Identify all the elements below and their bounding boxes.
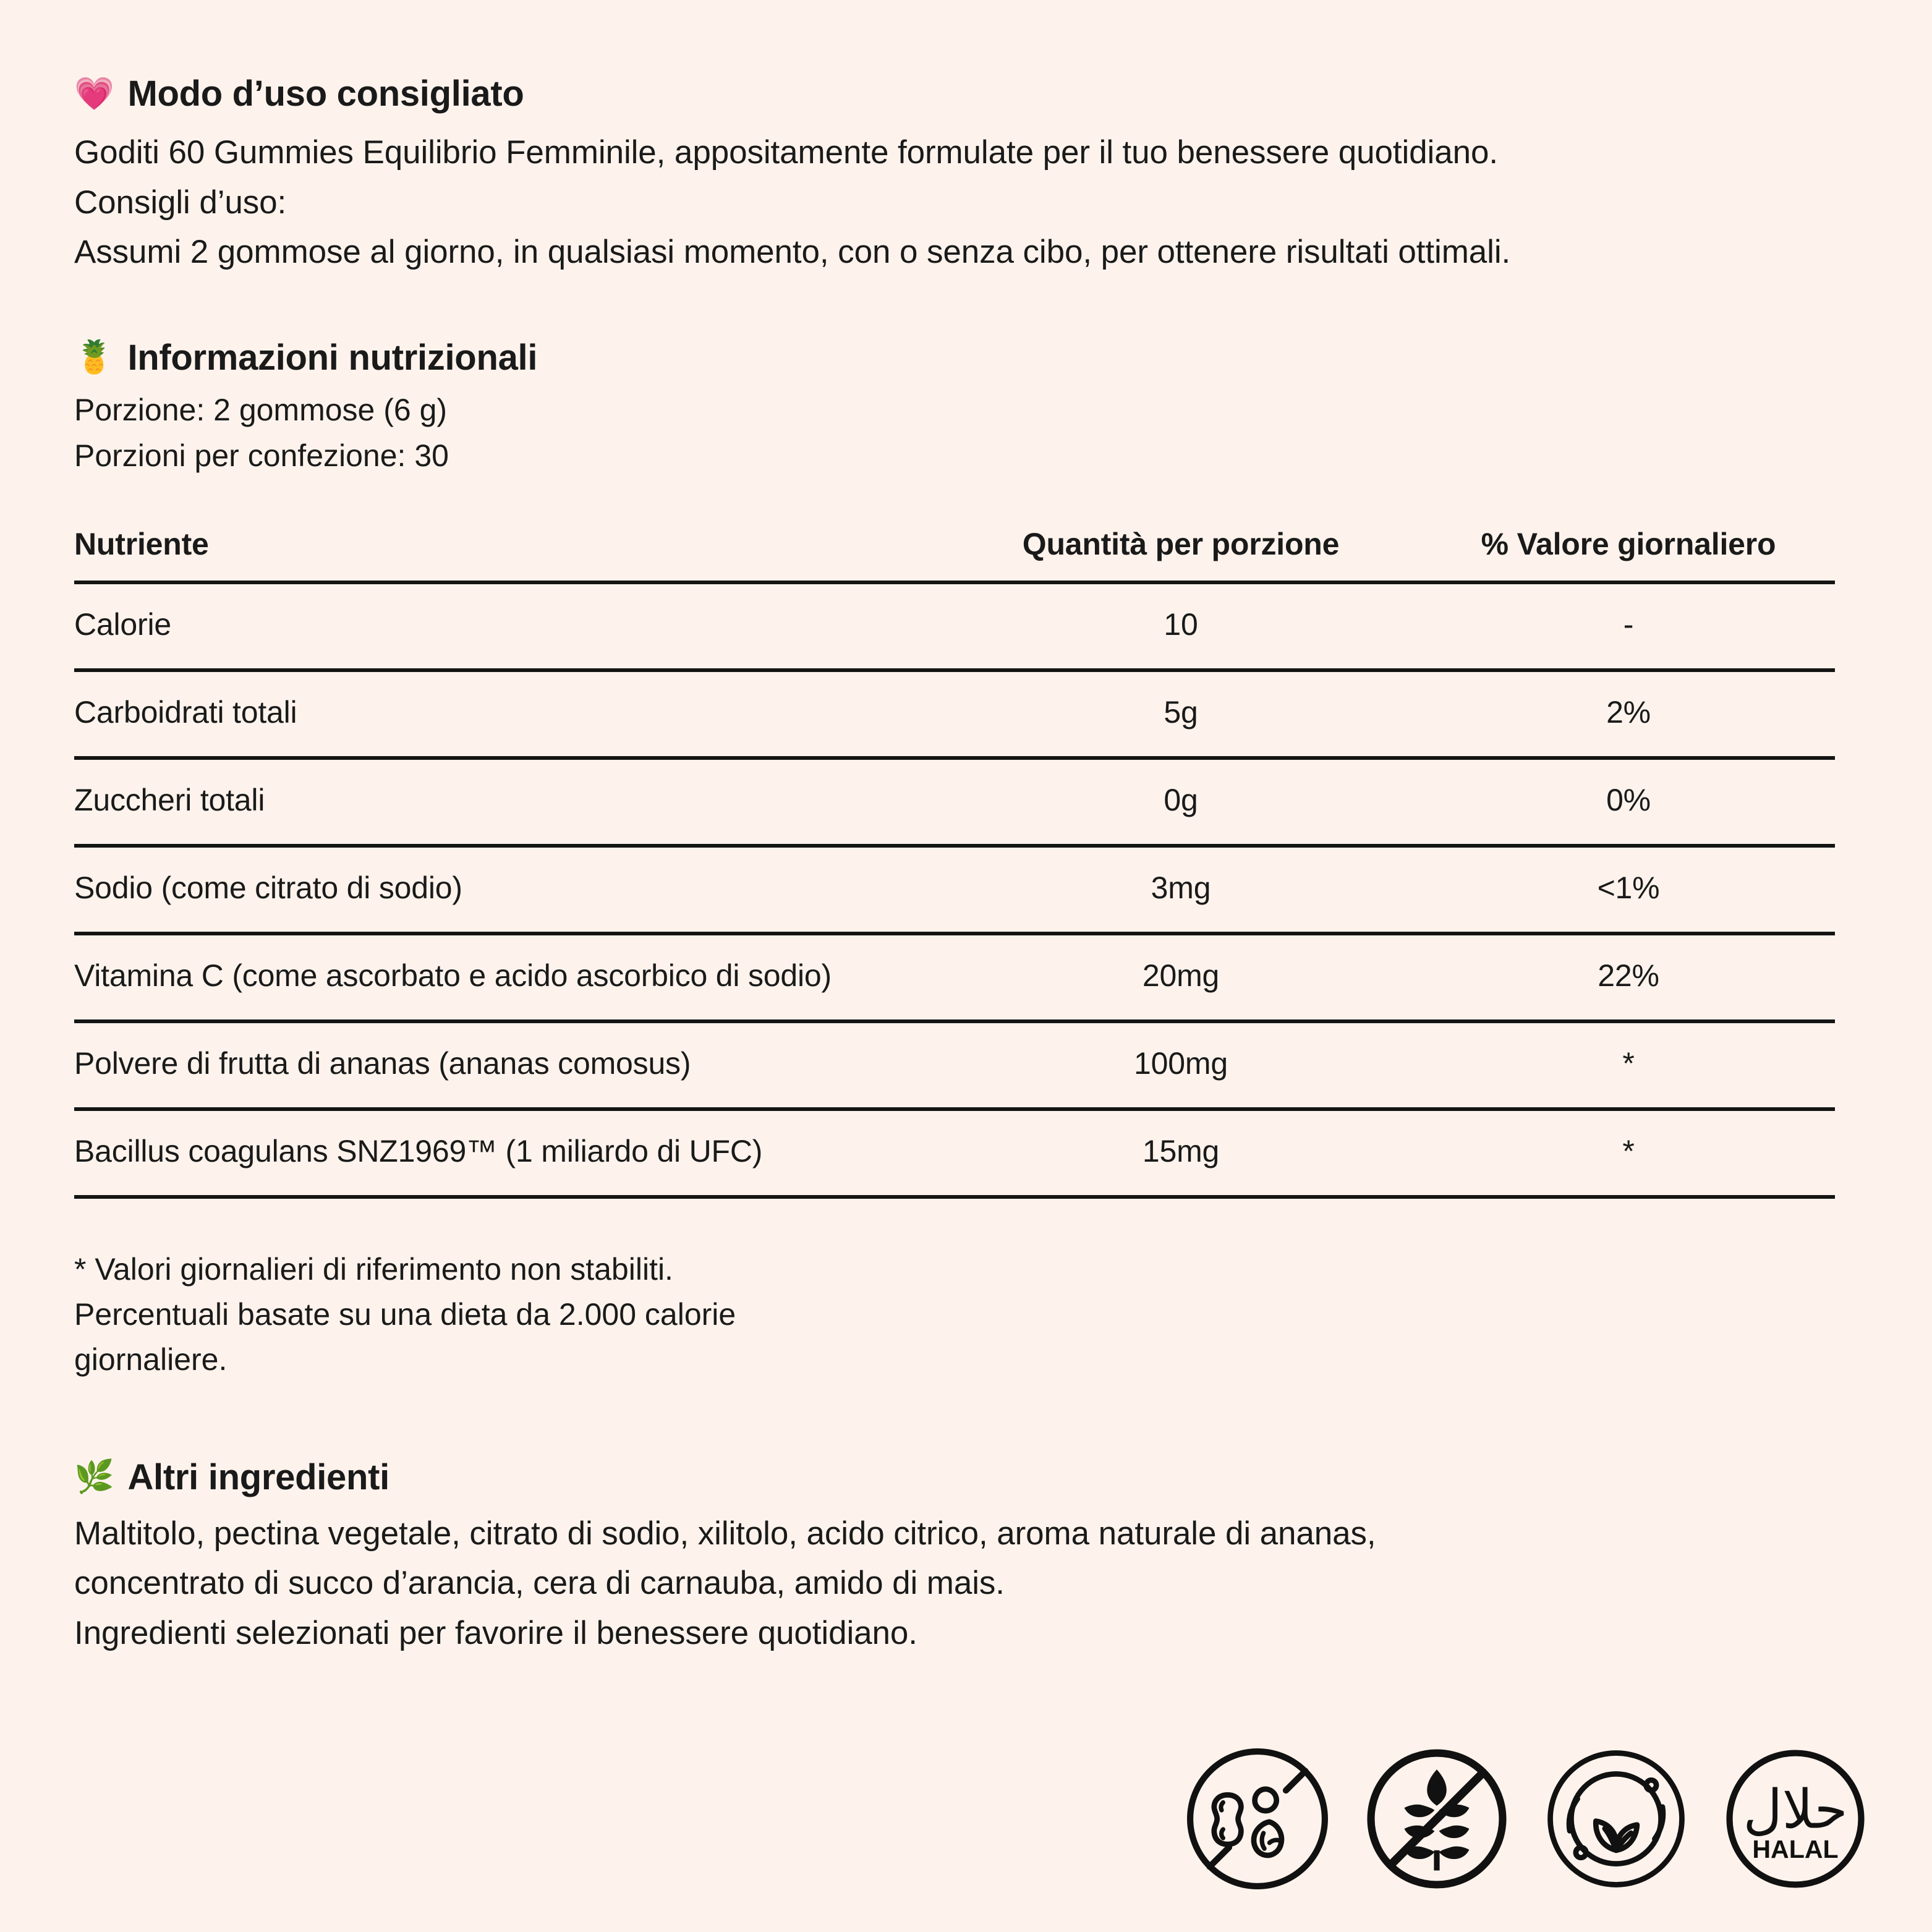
- herb-icon: 🌿: [74, 1459, 114, 1496]
- usage-section: [74, 0, 1858, 278]
- nutrient-name: Polvere di frutta di ananas (ananas comosus): [74, 1021, 940, 1109]
- pineapple-icon: 🍍: [74, 339, 114, 376]
- other-ingredients-line-1: Maltitolo, pectina vegetale, citrato di sodio, xilitolo, acido citrico, aroma naturale di ananas,: [74, 1515, 1376, 1552]
- growing-heart-icon: 💗: [74, 75, 114, 112]
- usage-line-1: Goditi 60 Gummies Equilibrio Femminile, appositamente formulate per il tuo benessere quotidiano.: [74, 134, 1498, 171]
- nutrition-table: [74, 526, 1835, 1199]
- nutrient-amount: 100mg: [940, 1021, 1422, 1109]
- nutrient-dv: -: [1422, 582, 1835, 670]
- plant-based-icon: [1541, 1744, 1691, 1894]
- column-header-nutrient: Nutriente: [74, 526, 209, 561]
- table-row: [74, 670, 1835, 758]
- other-ingredients-section: [74, 1382, 1858, 1659]
- table-row: [74, 1021, 1835, 1109]
- halal-label-text: HALAL: [1752, 1834, 1839, 1863]
- usage-line-3: Assumi 2 gommose al giorno, in qualsiasi momento, con o senza cibo, per ottenere risultati ottimali.: [74, 234, 1511, 271]
- nutrient-amount: 20mg: [940, 934, 1422, 1021]
- gluten-free-icon: [1362, 1744, 1512, 1894]
- table-row: [74, 582, 1835, 670]
- nutrient-dv: <1%: [1422, 846, 1835, 934]
- footnote-line-2: Percentuali basate su una dieta da 2.000 calorie: [74, 1296, 736, 1332]
- nutrition-heading: [74, 337, 1858, 378]
- nutrient-name: Zuccheri totali: [74, 758, 940, 846]
- footnote-line-3: giornaliere.: [74, 1342, 228, 1377]
- nutrition-table-header: [74, 526, 1835, 582]
- nutrient-amount: 5g: [940, 670, 1422, 758]
- other-ingredients-line-3: Ingredienti selezionati per favorire il benessere quotidiano.: [74, 1614, 917, 1651]
- halal-arabic-text: حلال: [1743, 1777, 1848, 1841]
- nutrient-name: Bacillus coagulans SNZ1969™ (1 miliardo di UFC): [74, 1109, 940, 1197]
- certification-badges: [1183, 1744, 1870, 1894]
- nutrient-dv: *: [1422, 1021, 1835, 1109]
- nut-free-icon: [1183, 1744, 1332, 1894]
- other-ingredients-line-2: concentrato di succo d’arancia, cera di carnauba, amido di mais.: [74, 1565, 1005, 1602]
- table-row: [74, 846, 1835, 934]
- nutrient-amount: 3mg: [940, 846, 1422, 934]
- nutrient-name: Carboidrati totali: [74, 670, 940, 758]
- nutrient-amount: 0g: [940, 758, 1422, 846]
- nutrient-amount: 15mg: [940, 1109, 1422, 1197]
- table-row: [74, 1109, 1835, 1197]
- column-header-dv: % Valore giornaliero: [1481, 526, 1776, 561]
- nutrient-dv: 2%: [1422, 670, 1835, 758]
- usage-heading: [74, 73, 1858, 114]
- table-row: [74, 934, 1835, 1021]
- usage-heading-text: Modo d’uso consigliato: [127, 74, 524, 114]
- halal-icon: [1721, 1744, 1870, 1894]
- table-header-row: [74, 526, 1835, 582]
- footnote-line-1: * Valori giornalieri di riferimento non stabiliti.: [74, 1251, 673, 1287]
- nutrient-name: Vitamina C (come ascorbato e acido ascorbico di sodio): [74, 934, 940, 1021]
- nutrient-dv: *: [1422, 1109, 1835, 1197]
- nutrition-table-body: [74, 582, 1835, 1197]
- column-header-amount: Quantità per porzione: [1022, 526, 1340, 561]
- other-ingredients-heading: [74, 1457, 1858, 1498]
- serving-size: Porzione: 2 gommose (6 g): [74, 392, 448, 427]
- table-row: [74, 758, 1835, 846]
- nutrition-footnote: [74, 1247, 1858, 1382]
- other-ingredients-heading-text: Altri ingredienti: [127, 1457, 389, 1497]
- nutrition-section: [74, 278, 1858, 1382]
- nutrient-name: Calorie: [74, 582, 940, 670]
- nutrient-dv: 22%: [1422, 934, 1835, 1021]
- nutrient-amount: 10: [940, 582, 1422, 670]
- servings-per-container: Porzioni per confezione: 30: [74, 438, 449, 474]
- nutrient-name: Sodio (come citrato di sodio): [74, 846, 940, 934]
- nutrient-dv: 0%: [1422, 758, 1835, 846]
- usage-line-2: Consigli d’uso:: [74, 184, 287, 221]
- nutrition-heading-text: Informazioni nutrizionali: [127, 337, 538, 378]
